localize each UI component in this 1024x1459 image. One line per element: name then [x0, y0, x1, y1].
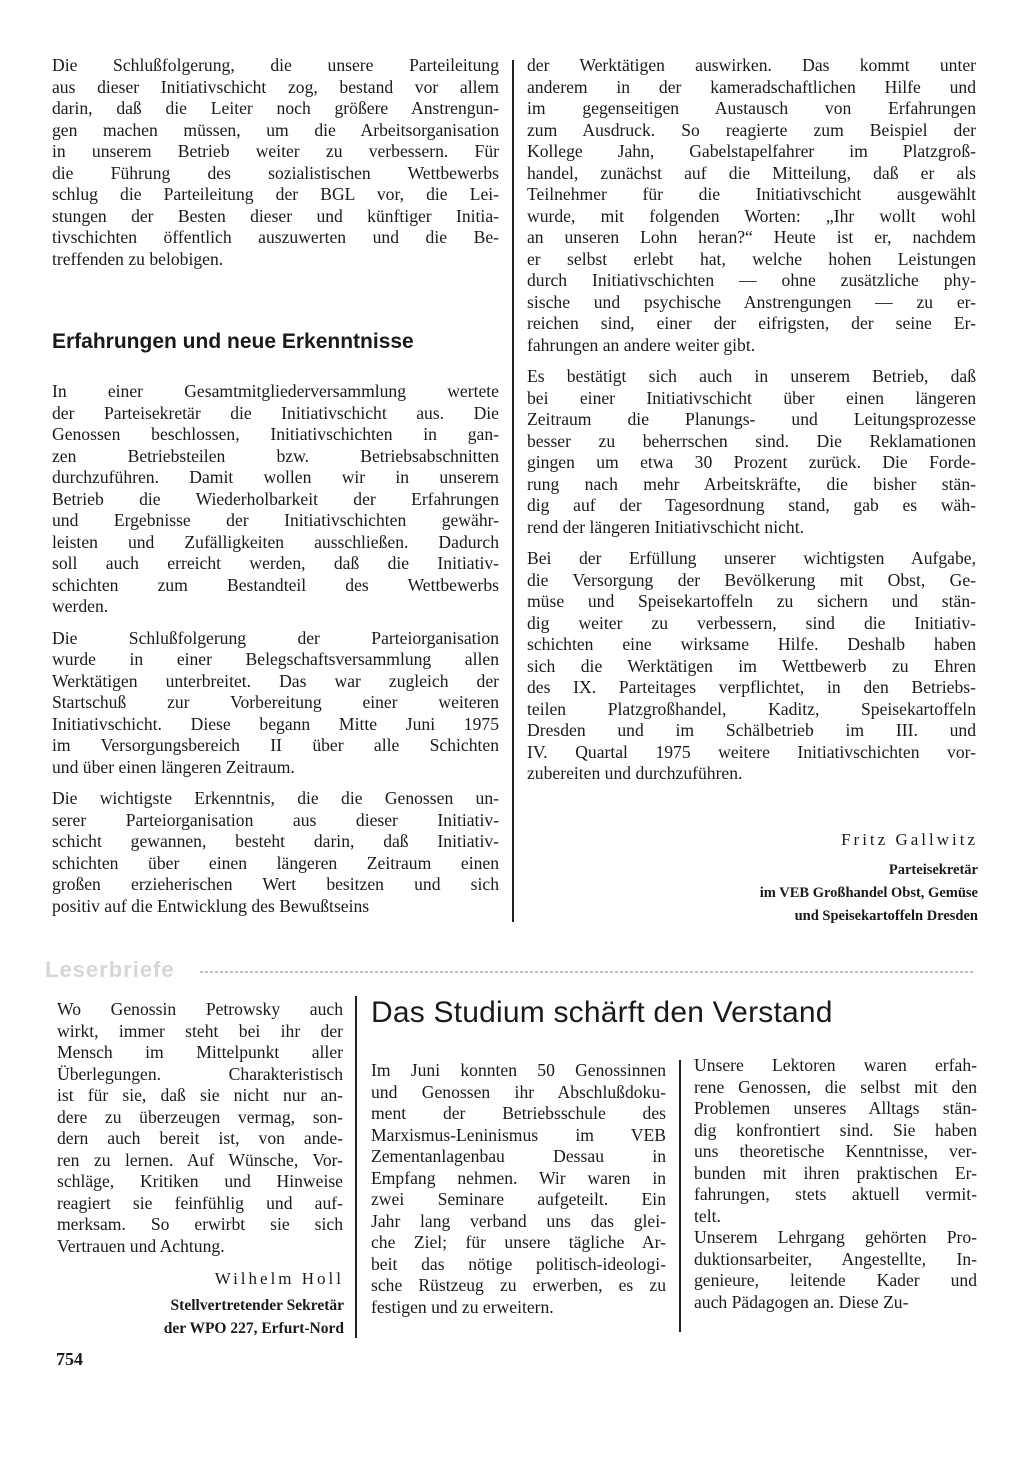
text-line: festigen und zu erweitern.: [371, 1296, 554, 1317]
text-line: der Werktätigen auswirken. Das kommt unter: [527, 55, 976, 75]
text-line: positiv auf die Entwicklung des Bewußtseins: [52, 895, 370, 916]
text-line: tivschichten öffentlich auszuwerten und die Be-: [52, 227, 499, 247]
letter-author-role: Stellvertretender Sekretär: [170, 1297, 344, 1314]
article1-subheading: Erfahrungen und neue Erkenntnisse: [52, 330, 414, 353]
text-line: werden.: [52, 596, 109, 616]
text-line: Marxismus-Leninismus im VEB: [371, 1124, 666, 1145]
text-line: zen Betriebsteilen bzw. Betriebsabschnitten: [52, 445, 499, 466]
text-line: Unsere Lektoren waren erfah-: [694, 1055, 977, 1075]
text-line: gen machen müssen, um die Arbeitsorganisation: [52, 119, 499, 140]
text-line: Unserem Lehrgang gehörten Pro-: [694, 1227, 977, 1247]
section-divider-line: [200, 971, 974, 973]
text-line: Zementanlagenbau Dessau in: [371, 1146, 666, 1166]
text-line: wurde in einer Belegschaftsversammlung allen: [52, 649, 499, 669]
article1-paragraph-3: [52, 788, 499, 917]
text-line: dern auch bereit ist, von ande-: [57, 1128, 343, 1148]
article1-author-role: Parteisekretär: [888, 862, 978, 878]
text-line: leisten und Zufälligkeiten ausschließen. Dadurch: [52, 531, 499, 552]
article1-right-column: [527, 55, 976, 795]
text-line: dig weiter zu verbessern, sind die Initiativ-: [527, 612, 976, 633]
text-line: ren zu lernen. Auf Wünsche, Vor-: [57, 1149, 343, 1170]
text-line: wurde, mit folgenden Worten: „Ihr wollt wohl: [527, 205, 976, 226]
text-line: Kollege Jahn, Gabelstapelfahrer im Platzgroß-: [527, 141, 976, 161]
column-divider-bottom-right: [679, 1060, 681, 1332]
text-line: serer Parteiorganisation aus dieser Initiativ-: [52, 809, 499, 830]
text-line: rend der längeren Initiativschicht nicht.: [527, 516, 804, 537]
text-line: Wo Genossin Petrowsky auch: [57, 999, 343, 1019]
text-line: Überlegungen. Charakteristisch: [57, 1063, 343, 1084]
text-line: sche Rüstzeug zu erwerben, es zu: [371, 1275, 666, 1295]
article1-author-name: Fritz Gallwitz: [841, 830, 978, 849]
text-line: beit das nötige politisch-ideologi-: [371, 1253, 666, 1274]
text-line: und Ergebnisse der Initiativschichten gewähr-: [52, 510, 499, 530]
text-line: durchzuführen. Damit wollen wir in unserem: [52, 467, 499, 487]
text-line: gingen um etwa 30 Prozent zurück. Die Forde-: [527, 452, 976, 472]
text-line: fahrungen, stets aktuell vermit-: [694, 1184, 977, 1204]
letter-author-name: Wilhelm Holl: [214, 1269, 344, 1288]
text-line: Bei der Erfüllung unserer wichtigsten Aufgabe,: [527, 548, 976, 568]
column-divider-bottom-left: [355, 996, 357, 1338]
text-line: reichen sind, einer der eifrigsten, der seine Er-: [527, 313, 976, 333]
text-line: soll auch erreicht werden, daß die Initiativ-: [52, 553, 499, 573]
article1-author-org-line2: und Speisekartoffeln Dresden: [794, 908, 978, 924]
text-line: Jahr lang verband uns das glei-: [371, 1210, 666, 1231]
text-line: aus dieser Initiativschicht zog, bestand vor allem: [52, 76, 499, 97]
text-line: genieure, leitende Kader und: [694, 1270, 977, 1290]
text-line: IV. Quartal 1975 weitere Initiativschichten vor-: [527, 741, 976, 762]
text-line: Betrieb die Wiederholbarkeit der Erfahrungen: [52, 488, 499, 509]
text-line: ment der Betriebsschule des: [371, 1103, 666, 1123]
article1-right-paragraph-1: [527, 55, 976, 356]
article2-right-column: [694, 1055, 977, 1323]
text-line: auch Pädagogen an. Diese Zu-: [694, 1291, 909, 1312]
text-line: wirkt, immer steht bei ihr der: [57, 1020, 343, 1041]
text-line: bunden mit ihren praktischen Er-: [694, 1162, 977, 1183]
text-line: müse und Speisekartoffeln zu sichern und stän-: [527, 591, 976, 611]
page-number: 754: [56, 1349, 83, 1369]
text-line: Dresden und im Schälbetrieb im III. und: [527, 720, 976, 740]
text-line: und über einen längeren Zeitraum.: [52, 756, 295, 777]
text-line: Genossen beschlossen, Initiativschichten in gan-: [52, 424, 499, 444]
text-line: Zeitraum die Planungs- und Leitungsprozesse: [527, 409, 976, 429]
text-line: Problemen unseres Alltags stän-: [694, 1098, 977, 1118]
text-line: Vertrauen und Achtung.: [57, 1235, 225, 1256]
text-line: darin, daß die Leiter noch größere Anstrengun-: [52, 98, 499, 118]
text-line: dig auf der Tagesordnung stand, gab es wäh-: [527, 495, 976, 515]
text-line: Startschuß zur Vorbereitung einer weiteren: [52, 692, 499, 712]
text-line: schichten zum Bestandteil des Wettbewerbs: [52, 574, 499, 595]
text-line: besser zu beherrschen sind. Die Reklamationen: [527, 430, 976, 451]
text-line: Teilnehmer für die Initiativschicht ausgewählt: [527, 184, 976, 204]
text-line: Es bestätigt sich auch in unserem Betrieb, daß: [527, 366, 976, 386]
text-line: und Genossen ihr Abschlußdoku-: [371, 1081, 666, 1102]
text-line: teilen Platzgroßhandel, Kaditz, Speisekartoffeln: [527, 698, 976, 719]
text-line: telt.: [694, 1205, 721, 1226]
text-line: großen erzieherischen Wert besitzen und sich: [52, 874, 499, 894]
text-line: che Ziel; für unsere tägliche Ar-: [371, 1232, 666, 1252]
text-line: stungen der Besten dieser und künftiger Initia-: [52, 205, 499, 226]
article2-left-paragraph: [371, 1060, 666, 1318]
article2-title: Das Studium schärft den Verstand: [371, 996, 833, 1029]
text-line: die Führung des sozialistischen Wettbewerbs: [52, 162, 499, 183]
article2-left-column: [371, 1060, 666, 1328]
text-line: rung nach mehr Arbeitskräfte, die bisher stän-: [527, 473, 976, 494]
text-line: ist für sie, daß sie nicht nur an-: [57, 1085, 343, 1105]
text-line: Im Juni konnten 50 Genossinnen: [371, 1060, 666, 1080]
text-line: rene Genossen, die selbst mit den: [694, 1076, 977, 1097]
text-line: Mensch im Mittelpunkt aller: [57, 1042, 343, 1062]
text-line: an unseren Lohn heran?“ Heute ist er, nachdem: [527, 227, 976, 247]
article1-paragraph-1: [52, 381, 499, 618]
article1-left-column-lower: [52, 381, 499, 927]
text-line: Werktätigen unterbreitet. Das war zugleich der: [52, 670, 499, 691]
text-line: Initiativschicht. Diese begann Mitte Juni 1975: [52, 713, 499, 734]
text-line: Die Schlußfolgerung der Parteiorganisation: [52, 627, 499, 648]
text-line: Die Schlußfolgerung, die unsere Parteileitung: [52, 55, 499, 75]
text-line: anderem in der kameradschaftlichen Hilfe und: [527, 76, 976, 97]
text-line: sische und psychische Anstrengungen — zu er-: [527, 291, 976, 312]
text-line: Empfang nehmen. Wir waren in: [371, 1167, 666, 1188]
article2-right-paragraph-2: [694, 1227, 977, 1313]
text-line: in unserem Betrieb weiter zu verbessern. Für: [52, 141, 499, 161]
article1-right-paragraph-2: [527, 366, 976, 538]
text-line: der Parteisekretär die Initiativschicht aus. Die: [52, 402, 499, 423]
text-line: schichten über einen längeren Zeitraum einen: [52, 852, 499, 873]
article1-author-org-line1: im VEB Großhandel Obst, Gemüse: [759, 885, 978, 901]
text-line: handel, zunächst auf die Mitteilung, daß er als: [527, 162, 976, 183]
article1-left-column: [52, 55, 499, 280]
text-line: schläge, Kritiken und Hinweise: [57, 1171, 343, 1191]
text-line: durch Initiativschichten — ohne zusätzliche phy-: [527, 270, 976, 290]
text-line: fahrungen an andere weiter gibt.: [527, 334, 756, 355]
text-line: des IX. Parteitages verpflichtet, in den Betriebs-: [527, 677, 976, 697]
text-line: die Versorgung der Bevölkerung mit Obst, Ge-: [527, 569, 976, 590]
article2-right-paragraph-1: [694, 1055, 977, 1227]
text-line: In einer Gesamtmitgliederversammlung wertete: [52, 381, 499, 401]
column-divider-top: [512, 60, 514, 922]
text-line: im Versorgungsbereich II über alle Schichten: [52, 735, 499, 755]
text-line: schichten eine wirksame Hilfe. Deshalb haben: [527, 634, 976, 654]
article1-paragraph-2: [52, 628, 499, 779]
text-line: dere zu überzeugen vermag, son-: [57, 1106, 343, 1127]
article1-right-paragraph-3: [527, 548, 976, 785]
text-line: bei einer Initiativschicht über einen längeren: [527, 387, 976, 408]
text-line: treffenden zu belobigen.: [52, 248, 224, 269]
reader-letter-column: [57, 999, 343, 1267]
article1-intro-paragraph: [52, 55, 499, 270]
text-line: reagiert sie feinfühlig und auf-: [57, 1192, 343, 1213]
text-line: merksam. So erwirbt sie sich: [57, 1214, 343, 1234]
text-line: er selbst erlebt hat, welche hohen Leistungen: [527, 248, 976, 269]
text-line: im gegenseitigen Austausch von Erfahrungen: [527, 98, 976, 118]
text-line: zum Ausdruck. So reagierte zum Beispiel der: [527, 119, 976, 140]
reader-letter-text: [57, 999, 343, 1257]
text-line: zubereiten und durchzuführen.: [527, 763, 743, 783]
text-line: Die wichtigste Erkenntnis, die die Genossen un-: [52, 788, 499, 808]
text-line: schlug die Parteileitung der BGL vor, die Lei-: [52, 184, 499, 204]
section-label-leserbriefe: Leserbriefe: [45, 957, 175, 982]
text-line: duktionsarbeiter, Angestellte, In-: [694, 1248, 977, 1269]
text-line: dig konfrontiert sind. Sie haben: [694, 1119, 977, 1140]
text-line: uns theoretische Kenntnisse, ver-: [694, 1141, 977, 1161]
text-line: schicht gewannen, besteht darin, daß Initiativ-: [52, 831, 499, 851]
letter-author-org: der WPO 227, Erfurt-Nord: [163, 1320, 344, 1337]
text-line: sich die Werktätigen im Wettbewerb zu Ehren: [527, 655, 976, 676]
text-line: zwei Seminare aufgeteilt. Ein: [371, 1189, 666, 1209]
